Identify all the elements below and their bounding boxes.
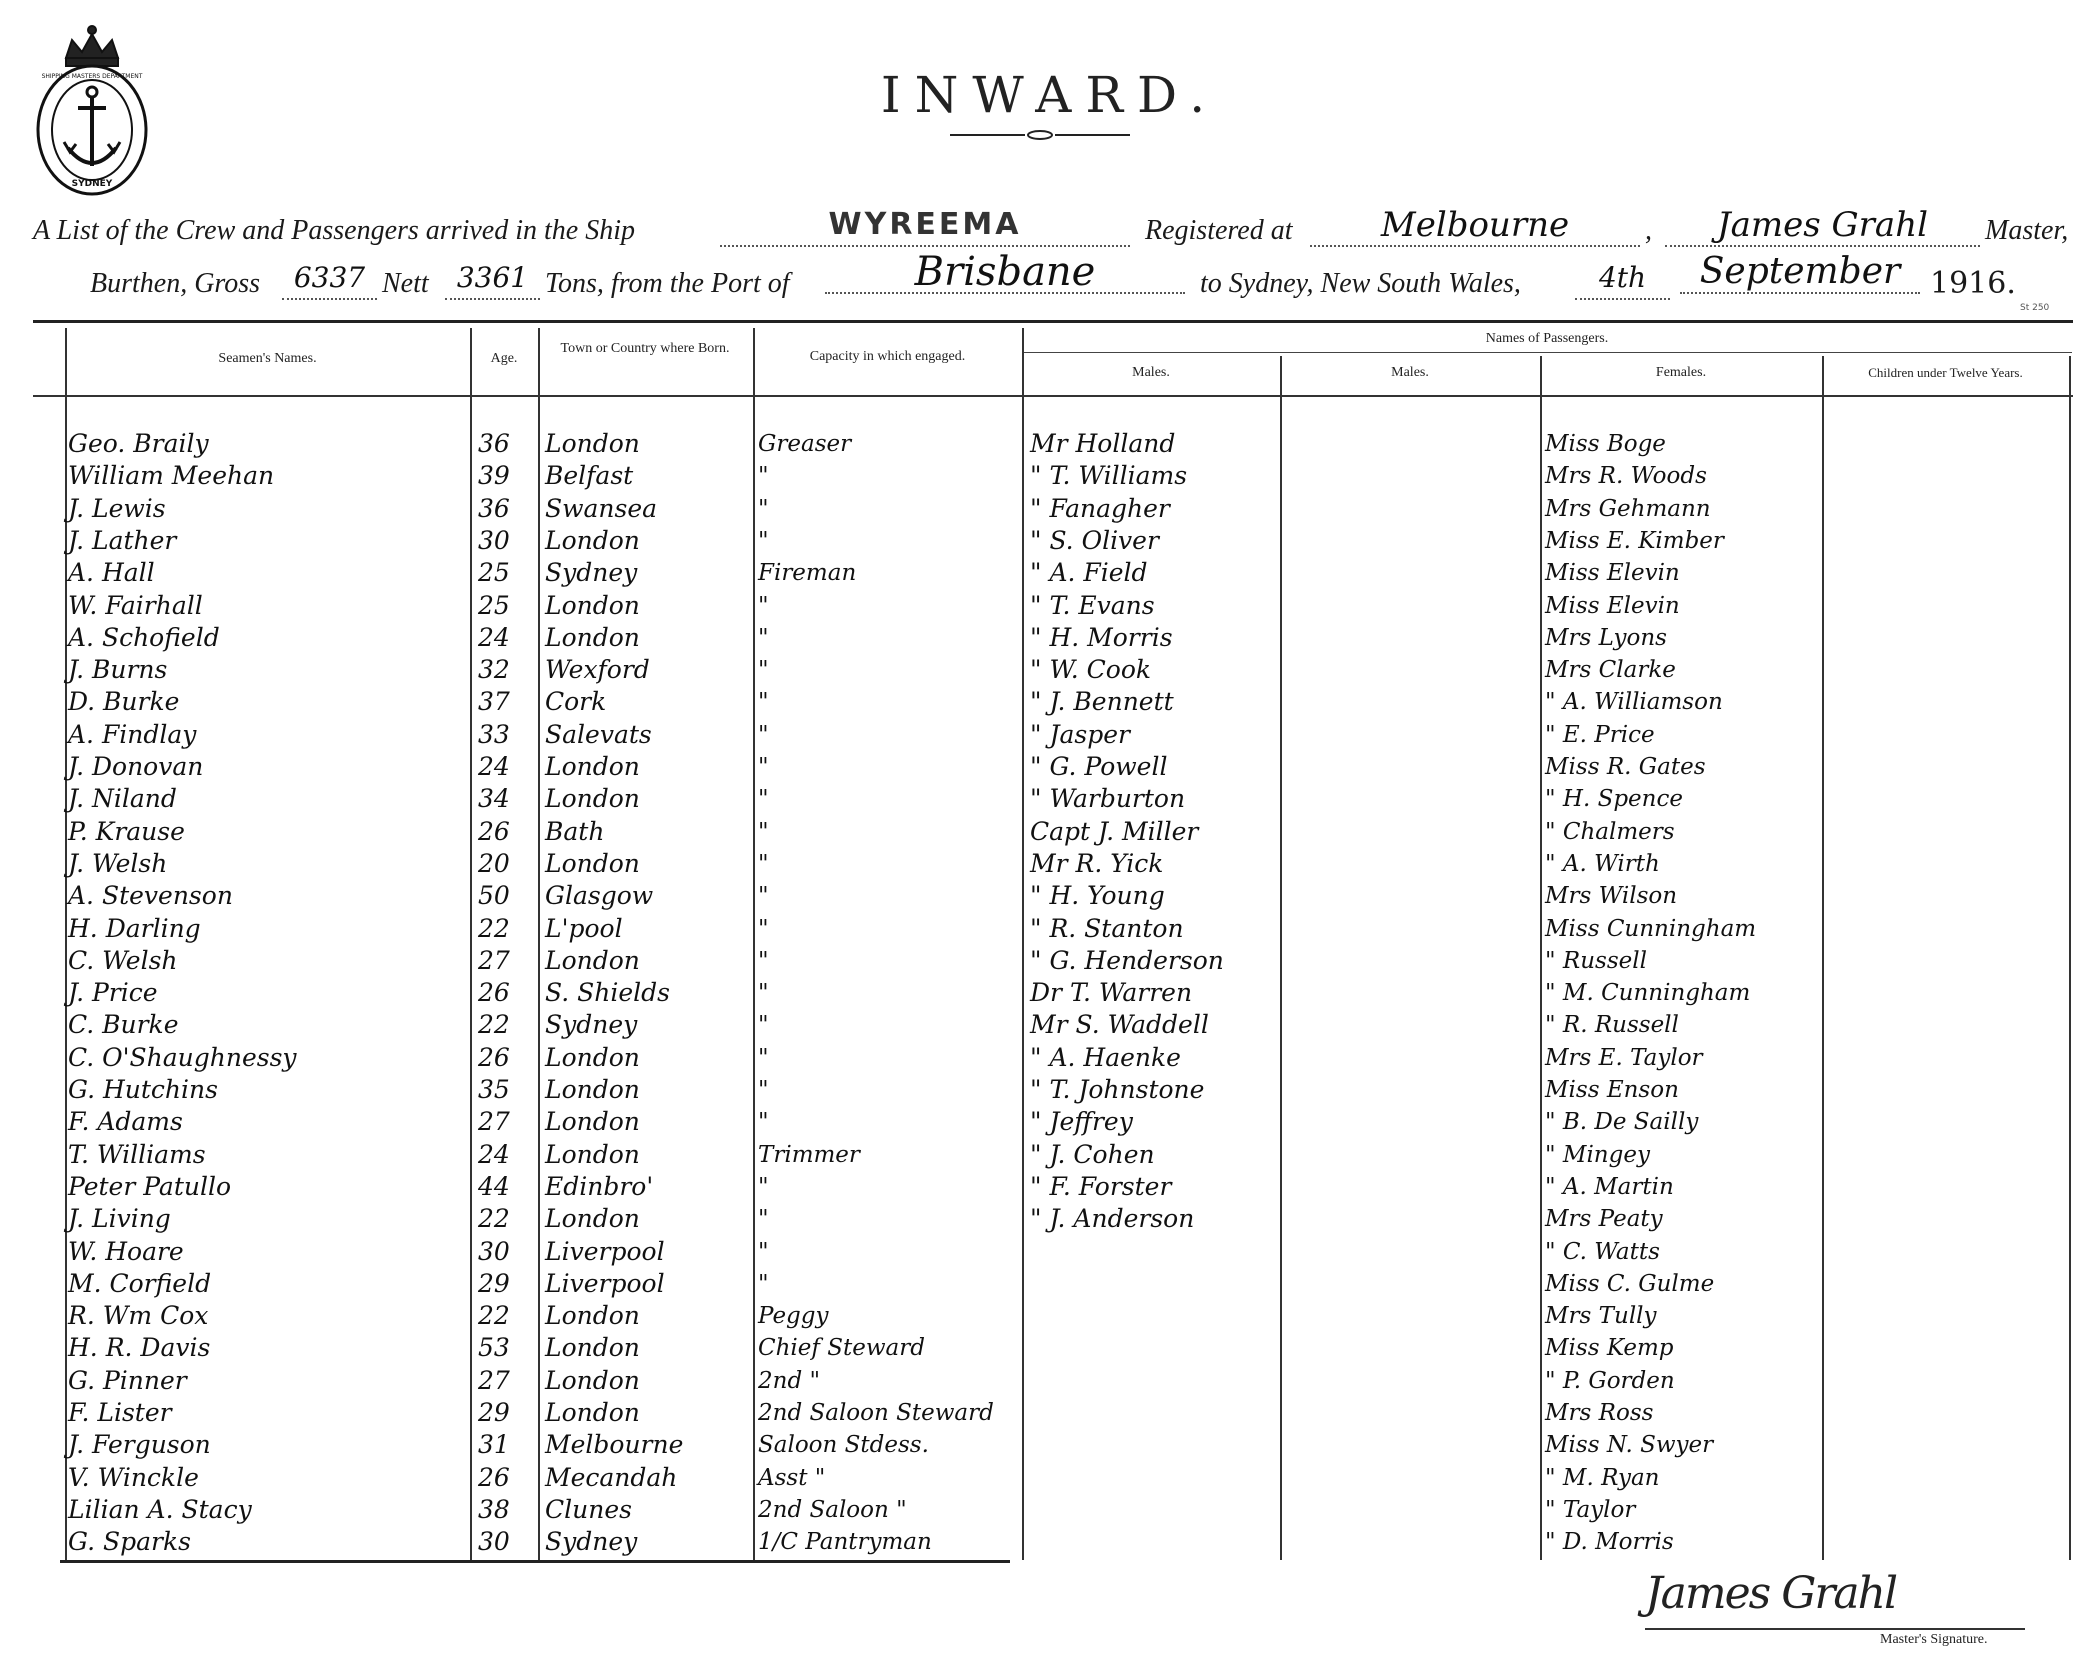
- signature-label: Master's Signature.: [1880, 1632, 1988, 1647]
- seaman-birthplace: Liverpool: [545, 1269, 665, 1298]
- seaman-birthplace: London: [545, 1366, 640, 1395]
- seaman-name: J. Ferguson: [68, 1430, 211, 1459]
- seaman-age: 27: [478, 1107, 510, 1136]
- seaman-birthplace: S. Shields: [545, 978, 670, 1007]
- seaman-age: 24: [478, 623, 510, 652]
- document-heading: INWARD.: [880, 66, 1220, 124]
- burthen-label: Burthen, Gross: [90, 268, 261, 299]
- seaman-age: 53: [478, 1333, 510, 1362]
- female-passenger-name: Mrs R. Woods: [1545, 463, 1707, 489]
- seaman-capacity: 1/C Pantryman: [758, 1529, 932, 1555]
- seaman-age: 31: [478, 1430, 510, 1459]
- seaman-age: 27: [478, 1366, 510, 1395]
- female-passenger-name: Miss Elevin: [1545, 593, 1680, 619]
- seaman-age: 34: [478, 784, 510, 813]
- seaman-name: V. Winckle: [68, 1463, 199, 1492]
- seaman-name: J. Price: [68, 978, 158, 1007]
- col-divider: [1022, 328, 1024, 1560]
- nett-label: Nett: [382, 268, 429, 299]
- seaman-birthplace: London: [545, 623, 640, 652]
- female-passenger-name: " A. Wirth: [1545, 851, 1660, 877]
- from-port-field: Brisbane: [825, 252, 1185, 294]
- seaman-name: Lilian A. Stacy: [68, 1495, 252, 1524]
- seaman-age: 24: [478, 1140, 510, 1169]
- col-divider: [470, 328, 472, 1560]
- seaman-capacity: ": [758, 786, 769, 812]
- female-passenger-name: " D. Morris: [1545, 1529, 1674, 1555]
- female-passenger-name: Miss E. Kimber: [1545, 528, 1724, 554]
- seaman-capacity: ": [758, 1109, 769, 1135]
- seaman-age: 30: [478, 1527, 510, 1556]
- form-reference-code: St 250: [2020, 303, 2050, 313]
- male-passenger-name: " W. Cook: [1030, 655, 1152, 684]
- seaman-age: 44: [478, 1172, 510, 1201]
- seaman-name: William Meehan: [68, 461, 275, 490]
- seaman-capacity: ": [758, 528, 769, 554]
- female-passenger-name: " Taylor: [1545, 1497, 1636, 1523]
- seaman-capacity: ": [758, 1206, 769, 1232]
- female-passenger-name: " E. Price: [1545, 722, 1655, 748]
- ornament-rule-icon: [950, 128, 1130, 142]
- female-passenger-name: Miss N. Swyer: [1545, 1432, 1714, 1458]
- seaman-age: 24: [478, 752, 510, 781]
- seaman-name: A. Hall: [68, 558, 155, 587]
- female-passenger-name: " Mingey: [1545, 1142, 1650, 1168]
- seaman-name: W. Hoare: [68, 1237, 184, 1266]
- seaman-name: C. Burke: [68, 1010, 179, 1039]
- seaman-name: A. Findlay: [68, 720, 197, 749]
- female-passenger-name: " Chalmers: [1545, 819, 1675, 845]
- seaman-birthplace: London: [545, 1140, 640, 1169]
- col-divider: [65, 328, 67, 1560]
- seaman-capacity: ": [758, 851, 769, 877]
- female-passenger-name: " H. Spence: [1545, 786, 1683, 812]
- seaman-capacity: ": [758, 754, 769, 780]
- male-passenger-name: " A. Field: [1030, 558, 1148, 587]
- male-passenger-name: " R. Stanton: [1030, 914, 1184, 943]
- master-name-field: James Grahl: [1665, 205, 1980, 247]
- male-passenger-name: Mr Holland: [1030, 429, 1176, 458]
- seaman-birthplace: Cork: [545, 687, 607, 716]
- seaman-name: J. Lewis: [68, 494, 166, 523]
- male-passenger-name: Capt J. Miller: [1030, 817, 1199, 846]
- header-passenger-names: Names of Passengers.: [1485, 331, 1609, 346]
- seaman-birthplace: Belfast: [545, 461, 634, 490]
- female-passenger-name: Mrs Tully: [1545, 1303, 1657, 1329]
- seaman-capacity: Asst ": [758, 1465, 826, 1491]
- seaman-birthplace: Glasgow: [545, 881, 654, 910]
- seaman-age: 37: [478, 687, 510, 716]
- col-divider: [753, 328, 755, 1560]
- female-passenger-name: Mrs Ross: [1545, 1400, 1654, 1426]
- female-passenger-name: " P. Gorden: [1545, 1368, 1675, 1394]
- seaman-capacity: ": [758, 1239, 769, 1265]
- seaman-capacity: ": [758, 883, 769, 909]
- seaman-birthplace: London: [545, 591, 640, 620]
- from-port-label: Tons, from the Port of: [545, 268, 790, 299]
- ship-name-field: WYREEMA: [720, 205, 1130, 247]
- seaman-capacity: ": [758, 1174, 769, 1200]
- seaman-age: 22: [478, 1010, 510, 1039]
- seaman-age: 26: [478, 978, 510, 1007]
- seaman-capacity: ": [758, 463, 769, 489]
- header-children: Children under Twelve Years.: [1868, 365, 2023, 380]
- female-passenger-name: Mrs Lyons: [1545, 625, 1667, 651]
- seaman-name: F. Lister: [68, 1398, 172, 1427]
- seaman-age: 38: [478, 1495, 510, 1524]
- male-passenger-name: " J. Bennett: [1030, 687, 1174, 716]
- seaman-name: H. R. Davis: [68, 1333, 211, 1362]
- seaman-birthplace: Liverpool: [545, 1237, 665, 1266]
- seaman-name: J. Donovan: [68, 752, 204, 781]
- seaman-birthplace: Sydney: [545, 1527, 638, 1556]
- seaman-age: 50: [478, 881, 510, 910]
- seaman-capacity: ": [758, 819, 769, 845]
- seaman-birthplace: London: [545, 1043, 640, 1072]
- month-field: September: [1680, 252, 1920, 294]
- seaman-birthplace: London: [545, 849, 640, 878]
- seaman-age: 25: [478, 591, 510, 620]
- female-passenger-name: Mrs E. Taylor: [1545, 1045, 1703, 1071]
- year-field: 1916.: [1930, 266, 2016, 301]
- female-passenger-name: " A. Martin: [1545, 1174, 1674, 1200]
- seaman-age: 33: [478, 720, 510, 749]
- seaman-birthplace: London: [545, 946, 640, 975]
- seaman-birthplace: London: [545, 1075, 640, 1104]
- seaman-capacity: 2nd Saloon ": [758, 1497, 907, 1523]
- seaman-name: J. Burns: [68, 655, 168, 684]
- seaman-capacity: Greaser: [758, 431, 852, 457]
- seaman-name: A. Stevenson: [68, 881, 233, 910]
- male-passenger-name: " Jeffrey: [1030, 1107, 1133, 1136]
- seaman-birthplace: London: [545, 526, 640, 555]
- seaman-birthplace: London: [545, 1204, 640, 1233]
- seaman-name: A. Schofield: [68, 623, 220, 652]
- header-seamen-names: Seamen's Names.: [218, 351, 317, 366]
- header-divider: [33, 395, 2073, 397]
- seaman-capacity: Fireman: [758, 560, 857, 586]
- gross-tons-field: 6337: [282, 258, 377, 300]
- female-passenger-name: Miss Enson: [1545, 1077, 1679, 1103]
- seaman-name: R. Wm Cox: [68, 1301, 209, 1330]
- seaman-capacity: ": [758, 657, 769, 683]
- list-lead-label: A List of the Crew and Passengers arrived in the Ship: [33, 215, 635, 246]
- col-divider: [1280, 356, 1282, 1560]
- seaman-name: T. Williams: [68, 1140, 206, 1169]
- female-passenger-name: Miss C. Gulme: [1545, 1271, 1715, 1297]
- header-town-born: Town or Country where Born.: [560, 341, 730, 356]
- seaman-capacity: ": [758, 722, 769, 748]
- shipping-masters-seal-icon: [32, 18, 152, 198]
- male-passenger-name: " H. Young: [1030, 881, 1165, 910]
- female-passenger-name: Miss Kemp: [1545, 1335, 1674, 1361]
- seaman-birthplace: Wexford: [545, 655, 650, 684]
- seaman-capacity: ": [758, 916, 769, 942]
- col-divider: [1540, 356, 1542, 1560]
- female-passenger-name: Mrs Gehmann: [1545, 496, 1711, 522]
- seaman-age: 36: [478, 429, 510, 458]
- seaman-birthplace: Sydney: [545, 1010, 638, 1039]
- header-capacity: Capacity in which engaged.: [809, 349, 966, 364]
- female-passenger-name: Miss Elevin: [1545, 560, 1680, 586]
- header-males-1: Males.: [1132, 365, 1170, 380]
- svg-text:SHIPPING MASTERS DEPARTMENT: SHIPPING MASTERS DEPARTMENT: [41, 73, 143, 80]
- seaman-capacity: Saloon Stdess.: [758, 1432, 929, 1458]
- seaman-capacity: 2nd Saloon Steward: [758, 1400, 994, 1426]
- male-passenger-name: " S. Oliver: [1030, 526, 1159, 555]
- seaman-name: P. Krause: [68, 817, 185, 846]
- seaman-birthplace: London: [545, 1333, 640, 1362]
- master-label: Master,: [1985, 215, 2069, 246]
- seaman-age: 26: [478, 817, 510, 846]
- seaman-name: M. Corfield: [68, 1269, 212, 1298]
- seaman-capacity: ": [758, 948, 769, 974]
- seaman-age: 22: [478, 1301, 510, 1330]
- seaman-name: J. Living: [68, 1204, 171, 1233]
- seaman-birthplace: Salevats: [545, 720, 652, 749]
- seaman-birthplace: L'pool: [545, 914, 623, 943]
- male-passenger-name: Dr T. Warren: [1030, 978, 1193, 1007]
- seaman-name: C. O'Shaughnessy: [68, 1043, 297, 1072]
- seaman-name: G. Hutchins: [68, 1075, 218, 1104]
- seaman-birthplace: London: [545, 784, 640, 813]
- female-passenger-name: Miss R. Gates: [1545, 754, 1706, 780]
- female-passenger-name: " R. Russell: [1545, 1012, 1679, 1038]
- female-passenger-name: " C. Watts: [1545, 1239, 1660, 1265]
- male-passenger-name: " T. Evans: [1030, 591, 1155, 620]
- seaman-age: 25: [478, 558, 510, 587]
- male-passenger-name: " Jasper: [1030, 720, 1130, 749]
- header-males-2: Males.: [1391, 365, 1429, 380]
- seaman-capacity: ": [758, 1077, 769, 1103]
- seaman-birthplace: Edinbro': [545, 1172, 654, 1201]
- seaman-age: 36: [478, 494, 510, 523]
- female-passenger-name: " A. Williamson: [1545, 689, 1723, 715]
- seaman-name: F. Adams: [68, 1107, 183, 1136]
- passenger-header-divider: [1022, 352, 2072, 353]
- seaman-name: D. Burke: [68, 687, 180, 716]
- seaman-capacity: Peggy: [758, 1303, 829, 1329]
- male-passenger-name: " T. Johnstone: [1030, 1075, 1205, 1104]
- seaman-name: J. Niland: [68, 784, 177, 813]
- male-passenger-name: " T. Williams: [1030, 461, 1188, 490]
- male-passenger-name: " J. Cohen: [1030, 1140, 1155, 1169]
- female-passenger-name: " B. De Sailly: [1545, 1109, 1699, 1135]
- col-divider: [1822, 356, 1824, 1560]
- seaman-age: 39: [478, 461, 510, 490]
- seaman-capacity: ": [758, 625, 769, 651]
- seaman-name: G. Sparks: [68, 1527, 191, 1556]
- female-passenger-name: Miss Boge: [1545, 431, 1666, 457]
- seaman-birthplace: London: [545, 1398, 640, 1427]
- header-age: Age.: [490, 351, 518, 366]
- male-passenger-name: " F. Forster: [1030, 1172, 1172, 1201]
- seaman-birthplace: Bath: [545, 817, 605, 846]
- seaman-capacity: ": [758, 980, 769, 1006]
- seaman-birthplace: Mecandah: [545, 1463, 678, 1492]
- seaman-name: H. Darling: [68, 914, 201, 943]
- seaman-name: G. Pinner: [68, 1366, 187, 1395]
- seaman-age: 26: [478, 1043, 510, 1072]
- header-females: Females.: [1655, 365, 1707, 380]
- seaman-birthplace: Swansea: [545, 494, 658, 523]
- seaman-birthplace: Melbourne: [545, 1430, 684, 1459]
- seaman-capacity: ": [758, 593, 769, 619]
- seaman-birthplace: London: [545, 429, 640, 458]
- seaman-birthplace: London: [545, 752, 640, 781]
- female-passenger-name: " Russell: [1545, 948, 1647, 974]
- male-passenger-name: " A. Haenke: [1030, 1043, 1181, 1072]
- seaman-capacity: 2nd ": [758, 1368, 821, 1394]
- svg-text:SYDNEY: SYDNEY: [71, 179, 113, 189]
- nett-tons-field: 3361: [445, 258, 540, 300]
- seaman-name: J. Lather: [68, 526, 177, 555]
- col-divider: [538, 328, 540, 1560]
- seaman-name: Geo. Braily: [68, 429, 209, 458]
- seaman-birthplace: London: [545, 1107, 640, 1136]
- seaman-age: 29: [478, 1398, 510, 1427]
- seaman-name: W. Fairhall: [68, 591, 203, 620]
- comma-sep: ,: [1645, 215, 1652, 246]
- seaman-age: 35: [478, 1075, 510, 1104]
- seaman-age: 26: [478, 1463, 510, 1492]
- seaman-name: Peter Patullo: [68, 1172, 232, 1201]
- seaman-age: 27: [478, 946, 510, 975]
- table-bottom-rule: [60, 1560, 1010, 1563]
- female-passenger-name: " M. Ryan: [1545, 1465, 1660, 1491]
- seaman-capacity: ": [758, 496, 769, 522]
- seaman-age: 29: [478, 1269, 510, 1298]
- seaman-age: 30: [478, 526, 510, 555]
- male-passenger-name: Mr S. Waddell: [1030, 1010, 1209, 1039]
- seaman-age: 22: [478, 1204, 510, 1233]
- female-passenger-name: Miss Cunningham: [1545, 916, 1757, 942]
- seaman-age: 22: [478, 914, 510, 943]
- male-passenger-name: " G. Powell: [1030, 752, 1168, 781]
- male-passenger-name: " Warburton: [1030, 784, 1186, 813]
- female-passenger-name: " M. Cunningham: [1545, 980, 1751, 1006]
- female-passenger-name: Mrs Clarke: [1545, 657, 1676, 683]
- seaman-birthplace: Sydney: [545, 558, 638, 587]
- destination-label: to Sydney, New South Wales,: [1200, 268, 1521, 299]
- seaman-name: J. Welsh: [68, 849, 168, 878]
- seaman-capacity: ": [758, 1045, 769, 1071]
- seaman-capacity: ": [758, 1012, 769, 1038]
- male-passenger-name: " J. Anderson: [1030, 1204, 1195, 1233]
- seaman-age: 32: [478, 655, 510, 684]
- male-passenger-name: Mr R. Yick: [1030, 849, 1164, 878]
- male-passenger-name: " H. Morris: [1030, 623, 1173, 652]
- signature-rule: [1645, 1628, 2025, 1630]
- seaman-capacity: ": [758, 689, 769, 715]
- col-divider: [2069, 356, 2071, 1560]
- female-passenger-name: Mrs Peaty: [1545, 1206, 1663, 1232]
- seaman-age: 30: [478, 1237, 510, 1266]
- registered-label: Registered at: [1145, 215, 1293, 246]
- master-signature: James Grahl: [1645, 1568, 1897, 1619]
- day-field: 4th: [1575, 258, 1670, 300]
- female-passenger-name: Mrs Wilson: [1545, 883, 1678, 909]
- seaman-name: C. Welsh: [68, 946, 178, 975]
- seaman-birthplace: Clunes: [545, 1495, 632, 1524]
- seaman-capacity: ": [758, 1271, 769, 1297]
- seaman-capacity: Chief Steward: [758, 1335, 925, 1361]
- seaman-age: 20: [478, 849, 510, 878]
- registered-port-field: Melbourne: [1310, 205, 1640, 247]
- male-passenger-name: " G. Henderson: [1030, 946, 1224, 975]
- male-passenger-name: " Fanagher: [1030, 494, 1170, 523]
- seaman-capacity: Trimmer: [758, 1142, 860, 1168]
- seaman-birthplace: London: [545, 1301, 640, 1330]
